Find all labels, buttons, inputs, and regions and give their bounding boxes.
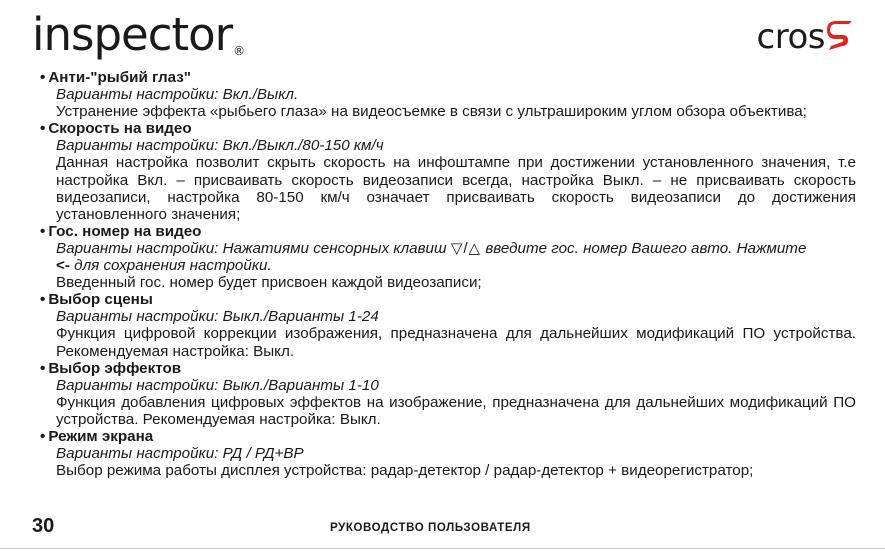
brand-right-text: cros: [756, 17, 825, 57]
section-anti-fisheye: [40, 69, 856, 120]
back-arrow-icon: <-: [56, 257, 70, 275]
cross-logo: [756, 17, 853, 57]
section-options: Варианты настройки: Выкл./Варианты 1-24: [56, 308, 379, 326]
section-plate-number: [40, 223, 856, 291]
section-description: Данная настройка позволит скрыть скорость на инфоштампе при достижении установленного значения, т.е настройка Вкл. – присваивать скорость видеозаписи всегда, настройка Выкл. – не присваивать скорость видеозаписи, настройка 80-150 км/ч означает присваивать скорость видеозаписи до достижения установленного значения;: [56, 154, 856, 223]
section-description: Функция добавления цифровых эффектов на изображение, предназначена для дальнейших модификаций ПО устройства. Рекомендуемая настройка: Выкл.: [56, 393, 856, 428]
section-title: • Скорость на видео: [40, 120, 192, 138]
section-effects-select: [40, 360, 856, 428]
section-description: Выбор режима работы дисплея устройства: радар-детектор / радар-детектор + видеорегистратор;: [56, 462, 754, 480]
section-speed-on-video: [40, 120, 856, 223]
section-title: • Выбор сцены: [40, 291, 153, 309]
footer-divider: [0, 548, 885, 549]
section-options: Варианты настройки: Вкл./Выкл./80-150 км/ч: [56, 137, 384, 155]
footer-title: РУКОВОДСТВО ПОЛЬЗОВАТЕЛЯ: [330, 522, 531, 534]
section-options: Варианты настройки: Нажатиями сенсорных клавиш ▽/△ введите гос. номер Вашего авто. Нажмите <- для сохранения настройки.: [56, 239, 807, 275]
section-scene-select: [40, 291, 856, 359]
section-title: • Режим экрана: [40, 427, 154, 445]
page-number: 30: [32, 515, 55, 537]
down-up-arrows-icon: ▽/△: [450, 239, 482, 257]
brand-left-text: inspector: [32, 8, 233, 61]
section-screen-mode: [40, 428, 856, 479]
registered-mark: ®: [233, 44, 245, 58]
section-options: Варианты настройки: Выкл./Варианты 1-10: [56, 376, 379, 394]
section-options: Варианты настройки: Вкл./Выкл.: [56, 86, 299, 104]
inspector-logo: [32, 8, 245, 61]
section-description: Устранение эффекта «рыбьего глаза» на видеосъемке в связи с ультрашироким углом обзора объектива;: [56, 103, 807, 121]
section-description: Введенный гос. номер будет присвоен каждой видеозаписи;: [56, 274, 482, 292]
section-title: • Анти-"рыбий глаз": [40, 69, 191, 86]
section-title: • Выбор эффектов: [40, 359, 182, 377]
section-options: Варианты настройки: РД / РД+ВР: [56, 445, 304, 463]
section-description: Функция цифровой коррекции изображения, предназначена для дальнейших модификаций ПО устройства. Рекомендуемая настройка: Выкл.: [56, 325, 856, 360]
cross-s-mark-icon: [827, 20, 853, 54]
settings-description: [40, 69, 856, 479]
section-title: • Гос. номер на видео: [40, 222, 202, 240]
